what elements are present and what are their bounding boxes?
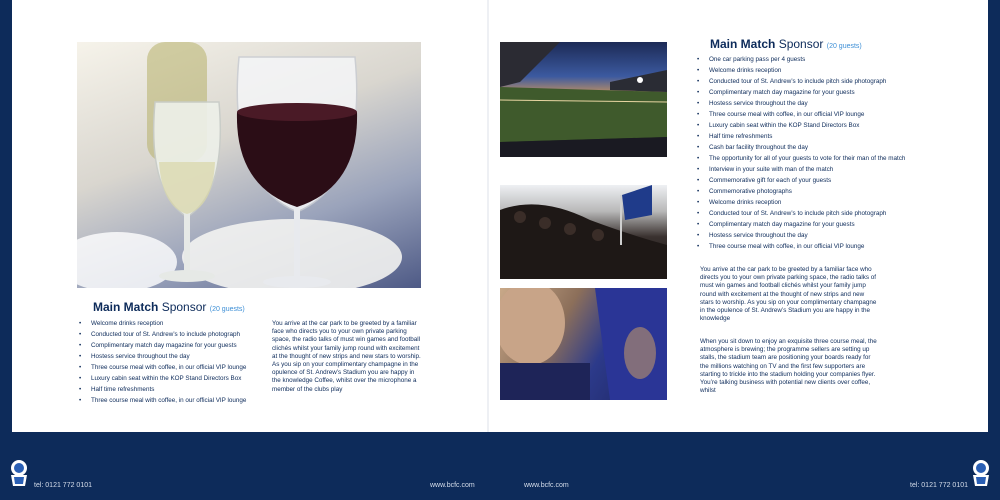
wine-glasses-illustration (77, 42, 421, 288)
crowd-photo (500, 185, 667, 279)
list-item: • Conducted tour of St. Andrew’s to include pitch side photograph (697, 208, 905, 219)
footer-phone-left: tel: 0121 772 0101 (34, 482, 92, 489)
list-item: • Three course meal with coffee, in our official VIP lounge (697, 241, 905, 252)
list-item: • Cash bar facility throughout the day (697, 142, 905, 153)
right-paragraph-2: When you sit down to enjoy an exquisite three course meal, the atmosphere is brewing; the programme sellers are setting up stalls, the stadium team are positioning your boards ready for the millions watching on TV and the first few supporters are starting to trickle into the stadium holding your companies flyer. You’re talking business with potential new clients over coffee, whilst (700, 338, 877, 395)
list-item: • Commemorative gift for each of your guests (697, 175, 905, 186)
left-benefits-list (79, 318, 246, 406)
list-item: • Three course meal with coffee, in our official VIP lounge (79, 362, 246, 373)
club-crest-icon (8, 459, 30, 492)
list-item: • Welcome drinks reception (697, 197, 905, 208)
list-item: • Complimentary match day magazine for your guests (697, 87, 905, 98)
wine-glasses-photo (77, 42, 421, 288)
list-item: • Complimentary match day magazine for your guests (697, 219, 905, 230)
heading-title: Main Match (93, 300, 159, 314)
list-item: • Welcome drinks reception (697, 65, 905, 76)
list-item: • One car parking pass per 4 guests (697, 54, 905, 65)
list-item: • Conducted tour of St. Andrew’s to include pitch side photograph (697, 76, 905, 87)
list-item: • Three course meal with coffee, in our official VIP lounge (697, 109, 905, 120)
heading-subtitle: Sponsor (161, 300, 207, 314)
stadium-illustration (500, 42, 667, 157)
list-item: • Hostess service throughout the day (697, 98, 905, 109)
crowd-illustration (500, 185, 667, 279)
right-paragraph-1: You arrive at the car park to be greeted by a familiar face who directs you to your own private parking space, the radio talks of must win games and football clichés whilst your family jump round with excitement at the thought of new strips and new stars to worship. As you sip on your complimentary champagne in the opulence of St. Andrew’s Stadium you are happy in the knowledge (700, 266, 877, 323)
stadium-photo (500, 42, 667, 157)
club-crest-icon (970, 459, 992, 492)
page-gutter (487, 0, 489, 432)
list-item: • Luxury cabin seat within the KOP Stand Directors Box (697, 120, 905, 131)
fan-illustration (500, 288, 667, 400)
footer-web-right[interactable]: www.bcfc.com (524, 482, 569, 489)
list-item: • Half time refreshments (79, 384, 246, 395)
heading-guests: (20 guests) (826, 43, 862, 50)
list-item: • Welcome drinks reception (79, 318, 246, 329)
footer-web-left[interactable]: www.bcfc.com (430, 482, 475, 489)
list-item: • Luxury cabin seat within the KOP Stand Directors Box (79, 373, 246, 384)
list-item: • Hostess service throughout the day (79, 351, 246, 362)
right-heading (710, 37, 862, 51)
footer-phone-right: tel: 0121 772 0101 (910, 482, 968, 489)
fan-photo (500, 288, 667, 400)
list-item: • Hostess service throughout the day (697, 230, 905, 241)
list-item: • The opportunity for all of your guests to vote for their man of the match (697, 153, 905, 164)
list-item: • Three course meal with coffee, in our official VIP lounge (79, 395, 246, 406)
heading-subtitle: Sponsor (778, 37, 824, 51)
list-item: • Commemorative photographs (697, 186, 905, 197)
list-item: • Complimentary match day magazine for your guests (79, 340, 246, 351)
right-benefits-list (697, 54, 905, 252)
left-paragraph: You arrive at the car park to be greeted by a familiar face who directs you to your own private parking space, the radio talks of must win games and football clichés whilst your family jump round with excitement at the thought of new strips and new stars to worship. As you sip on your complimentary champagne in the opulence of St. Andrew’s Stadium you are happy in the knowledge Coffee, whilst over the microphone a member of the clubs play (272, 320, 421, 393)
left-heading (93, 300, 245, 314)
list-item: • Interview in your suite with man of the match (697, 164, 905, 175)
list-item: • Conducted tour of St. Andrew’s to include photograph (79, 329, 246, 340)
heading-title: Main Match (710, 37, 776, 51)
heading-guests: (20 guests) (209, 306, 245, 313)
list-item: • Half time refreshments (697, 131, 905, 142)
